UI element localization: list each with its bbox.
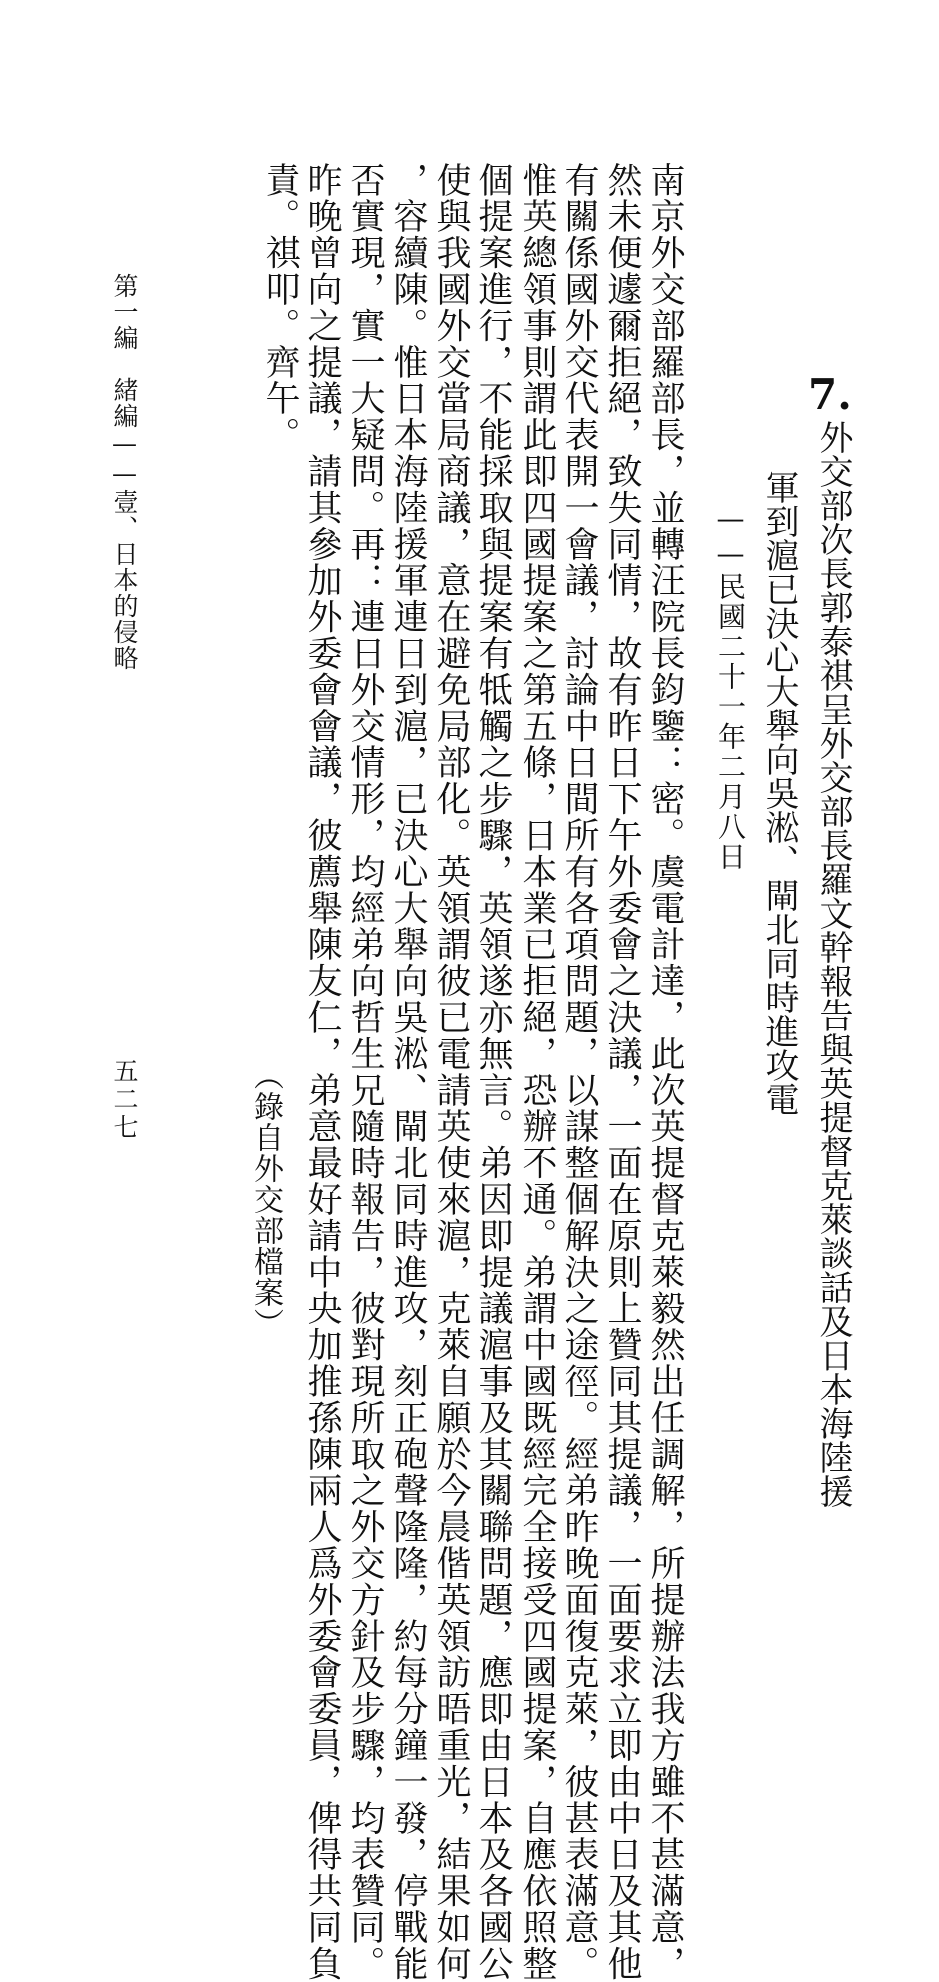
body-line: 否實現，實一大疑問。再：連日外交情形，均經弟向哲生兄隨時報告，彼對現所取之外交方針及步驟，均表贊同。 — [345, 162, 385, 1982]
date-line: ——民國二十一年二月八日 — [714, 502, 747, 872]
body-line: 惟英總領事則謂此即四國提案之第五條，日本業已拒絕，恐辦不通。弟謂中國既經完全接受四國提案，自應依照整 — [517, 162, 557, 1982]
title-line-2: 軍到滬已決心大舉向吳淞、閘北同時進攻電 — [759, 470, 799, 1116]
page-number: 五二七 — [110, 1058, 139, 1142]
item-number: 7. — [808, 370, 852, 419]
running-footer: 第一編 緒編——壹、日本的侵略 — [110, 273, 139, 671]
source-note: （錄自外交部檔案） — [248, 1060, 283, 1339]
title-line-1: 外交部次長郭泰祺呈外交部長羅文幹報告與英提督克萊談話及日本海陸援 — [813, 420, 853, 1508]
body-line: 有關係國外交代表開一會議，討論中日間所有各項問題，以謀整個解決之途徑。經弟昨晚面復克萊，彼甚表滿意。 — [559, 162, 599, 1982]
body-line: 然未便遽爾拒絕，致失同情，故有昨日下午外委會之決議，一面在原則上贊同其提議，一面要求立即由中日及其他 — [602, 162, 642, 1982]
body-line: 昨晚曾向之提議，請其參加外委會會議，彼薦舉陳友仁，弟意最好請中央加推孫陳兩人爲外委會委員，俾得共同負 — [302, 162, 342, 1982]
body-line: 使與我國外交當局商議，意在避免局部化。英領謂彼已電請英使來滬，克萊自願於今晨偕英領訪晤重光，結果如何 — [431, 162, 471, 1982]
body-line: 責。祺叩。齊午。 — [260, 162, 300, 454]
body-line: 南京外交部羅部長，並轉汪院長鈞鑒：密。虞電計達，此次英提督克萊毅然出任調解，所提辦法我方雖不甚滿意， — [645, 162, 685, 1982]
body-line: 個提案進行，不能採取與提案有牴觸之步驟，英領遂亦無言。弟因即提議滬事及其關聯問題，應即由日本及各國公 — [473, 162, 513, 1982]
body-line: ，容續陳。惟日本海陸援軍連日到滬，已決心大舉向吳淞、閘北同時進攻，刻正砲聲隆隆，約每分鐘一發，停戰能 — [388, 162, 428, 1982]
